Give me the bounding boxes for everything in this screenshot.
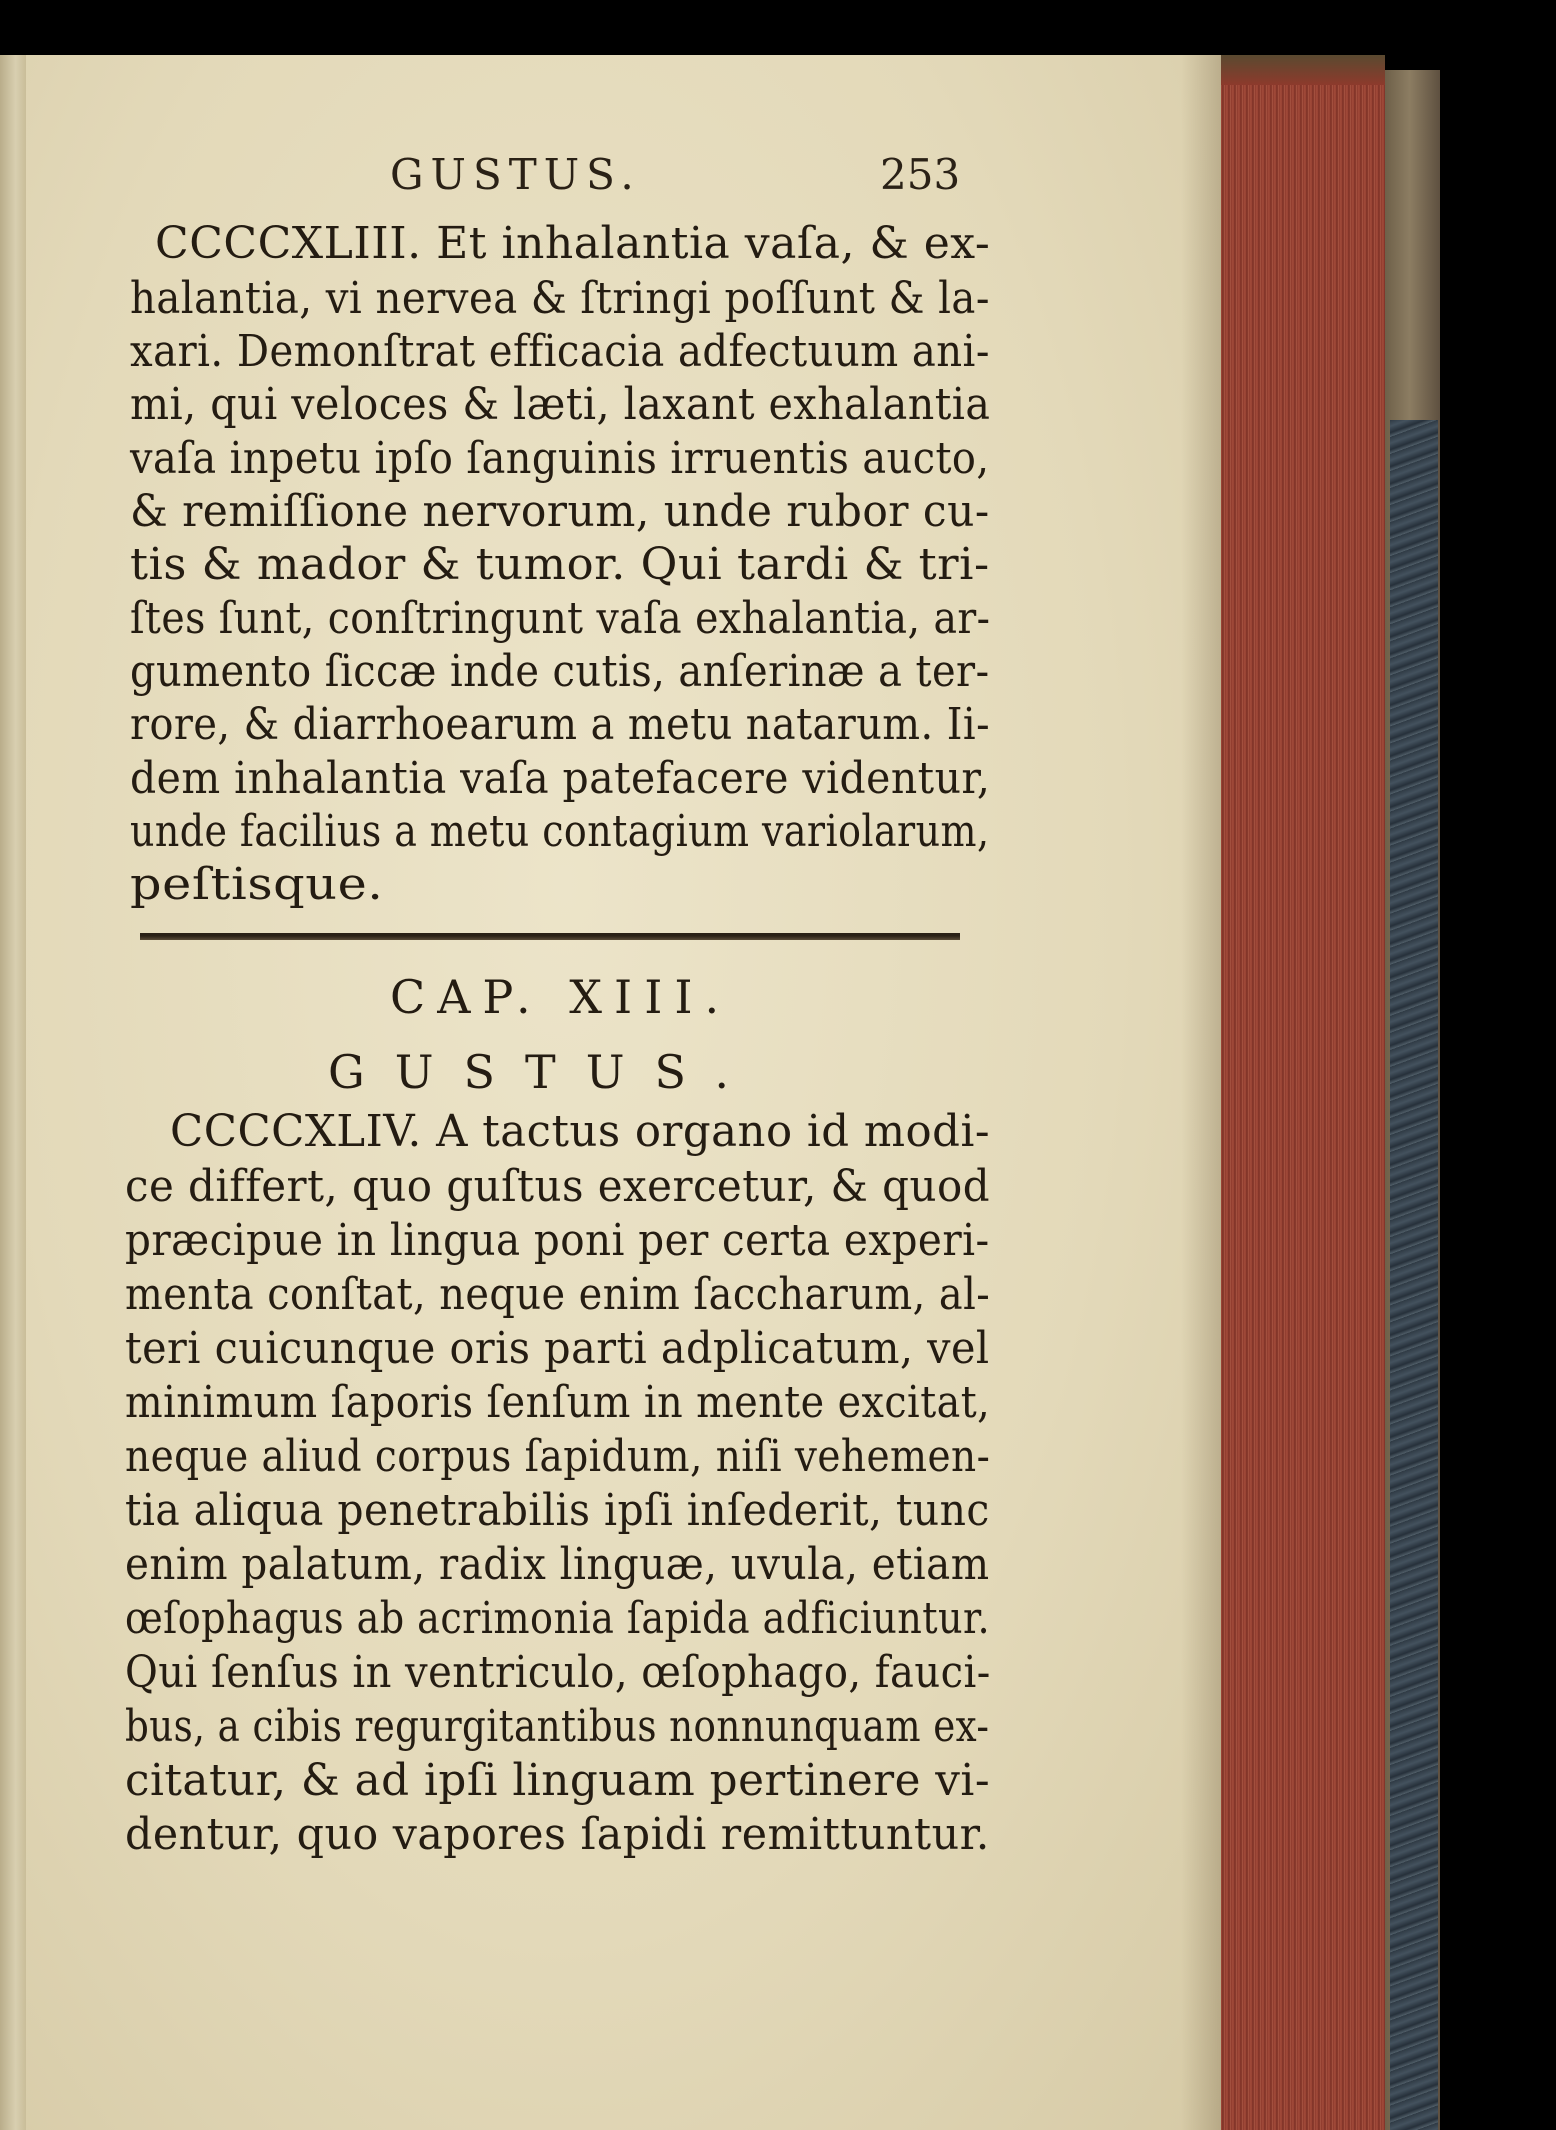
- text-line: xari. Demonſtrat efficacia adfectuum ani-: [130, 326, 990, 377]
- text-line: Qui ſenſus in ventriculo, œſophago, fauci-: [125, 1647, 991, 1698]
- text-line: halantia, vi nervea & ſtringi poſſunt & la-: [130, 273, 990, 324]
- text-line: gumento ſiccæ inde cutis, anſerinæ a ter-: [130, 646, 990, 697]
- marbled-board: [1390, 420, 1438, 2130]
- text-line: vaſa inpetu ipſo ſanguinis irruentis aucto,: [130, 433, 990, 484]
- text-line: teri cuicunque oris parti adplicatum, vel: [125, 1323, 990, 1374]
- text-line: tia aliqua penetrabilis ipſi inſederit, tunc: [125, 1485, 990, 1536]
- text-line: neque aliud corpus ſapidum, niſi vehemen-: [125, 1431, 991, 1482]
- chapter-heading: CAP. XIII.: [390, 970, 732, 1024]
- text-line: peſtisque.: [130, 859, 384, 910]
- text-line: dentur, quo vapores ſapidi remittuntur.: [125, 1809, 990, 1860]
- text-line: præcipue in lingua poni per certa experi-: [125, 1215, 990, 1266]
- text-line: bus, a cibis regurgitantibus nonnunquam ex-: [125, 1701, 990, 1752]
- text-line: & remiſſione nervorum, unde rubor cu-: [130, 486, 990, 537]
- text-line: ſtes ſunt, conſtringunt vaſa exhalantia, ar-: [130, 593, 991, 644]
- page-number: 253: [880, 150, 961, 199]
- text-line: mi, qui veloces & læti, laxant exhalantia: [130, 379, 991, 430]
- previous-page-edge: [0, 55, 26, 2130]
- text-line: tis & mador & tumor. Qui tardi & tri-: [130, 539, 990, 590]
- text-line: ce differt, quo guſtus exercetur, & quod: [125, 1161, 991, 1212]
- text-line: rore, & diarrhoearum a metu natarum. Ii-: [130, 699, 991, 750]
- text-line: œſophagus ab acrimonia ſapida adficiuntur.: [125, 1593, 991, 1644]
- text-line: citatur, & ad ipſi linguam pertinere vi-: [125, 1755, 991, 1806]
- text-line: unde facilius a metu contagium variolarum,: [130, 806, 990, 857]
- text-line: CCCCXLIII. Et inhalantia vaſa, & ex-: [155, 218, 991, 269]
- text-line: enim palatum, radix linguæ, uvula, etiam: [125, 1539, 990, 1590]
- running-head: GUSTUS.: [390, 150, 641, 199]
- text-line: dem inhalantia vaſa patefacere videntur,: [130, 753, 991, 804]
- gutter-shadow: [1181, 55, 1221, 2130]
- text-line: menta conſtat, neque enim ſaccharum, al-: [125, 1269, 991, 1320]
- text-line: minimum ſaporis ſenſum in mente excitat,: [125, 1377, 991, 1428]
- text-line: CCCCXLIV. A tactus organo id modi-: [170, 1106, 991, 1157]
- page-block-edge: [1195, 55, 1385, 2130]
- section-title: GUSTUS.: [328, 1045, 759, 1099]
- page-block-top: [1195, 55, 1385, 85]
- section-rule: [140, 933, 960, 940]
